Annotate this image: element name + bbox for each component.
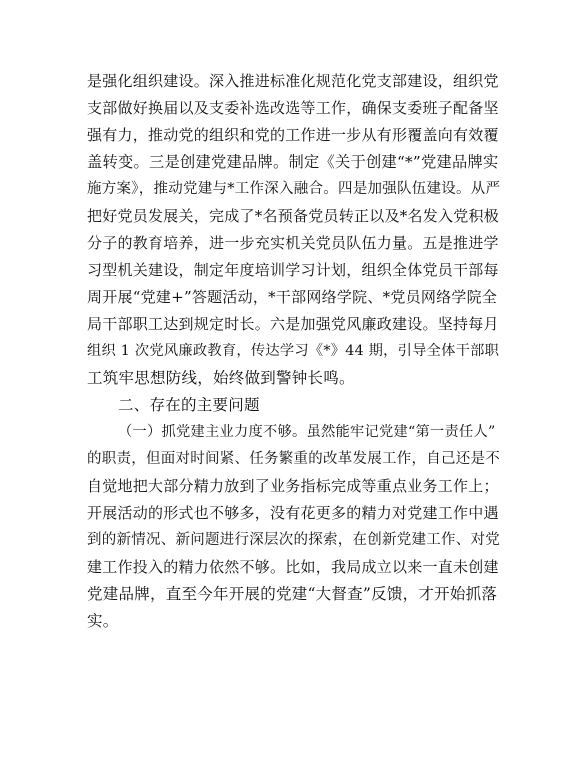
paragraph1-line-12: 工筑牢思想防线，始终做到警钟长鸣。 [87, 369, 355, 387]
paragraph1-line-11: 组织 1 次党风廉政教育，传达学习《*》44 期，引导全体干部职 [87, 343, 500, 359]
paragraph1-line-2: 支部做好换届以及支委补选改选等工作，确保支委班子配备坚 [87, 99, 499, 117]
paragraph2-line-1: （一）抓党建主业力度不够。虽然能牢记党建“第一责任人” [118, 424, 496, 440]
paragraph1-line-7: 分子的教育培养，进一步充实机关党员队伍力量。五是推进学 [87, 234, 499, 252]
paragraph1-line-3: 强有力，推动党的组织和党的工作进一步从有形覆盖向有效覆 [87, 126, 499, 144]
paragraph2-line-6: 建工作投入的精力依然不够。比如，我局成立以来一直未创建 [87, 558, 499, 576]
paragraph1-line-6: 把好党员发展关，完成了*名预备党员转正以及*名发入党积极 [87, 207, 500, 225]
paragraph2-line-7: 党建品牌，直至今年开展的党建“大督查”反馈，才开始抓落 [87, 585, 498, 603]
paragraph1-line-5: 施方案》，推动党建与*工作深入融合。四是加强队伍建设。从严 [87, 181, 501, 197]
paragraph2-line-3: 自觉地把大部分精力放到了业务指标完成等重点业务工作上； [87, 477, 499, 495]
paragraph2-line-8: 实。 [87, 612, 119, 630]
paragraph1-line-9: 周开展“党建+”答题活动，*干部网络学院、*党员网络学院全 [87, 288, 498, 306]
paragraph1-line-1: 是强化组织建设。深入推进标准化规范化党支部建设，组织党 [87, 72, 499, 90]
paragraph2-line-5: 到的新情况、新问题进行深层次的探索，在创新党建工作、对党 [87, 532, 500, 548]
section-heading: 二、存在的主要问题 [118, 396, 260, 414]
paragraph2-line-4: 开展活动的形式也不够多，没有花更多的精力对党建工作中遇 [87, 504, 499, 522]
paragraph1-line-4: 盖转变。三是创建党建品牌。制定《关于创建“*”党建品牌实 [87, 153, 499, 171]
paragraph2-line-2: 的职责，但面对时间紧、任务繁重的改革发展工作，自己还是不 [87, 451, 500, 467]
paragraph1-line-10: 局干部职工达到规定时长。六是加强党风廉政建设。坚持每月 [87, 315, 499, 333]
paragraph1-line-8: 习型机关建设，制定年度培训学习计划，组织全体党员干部每 [87, 261, 499, 279]
